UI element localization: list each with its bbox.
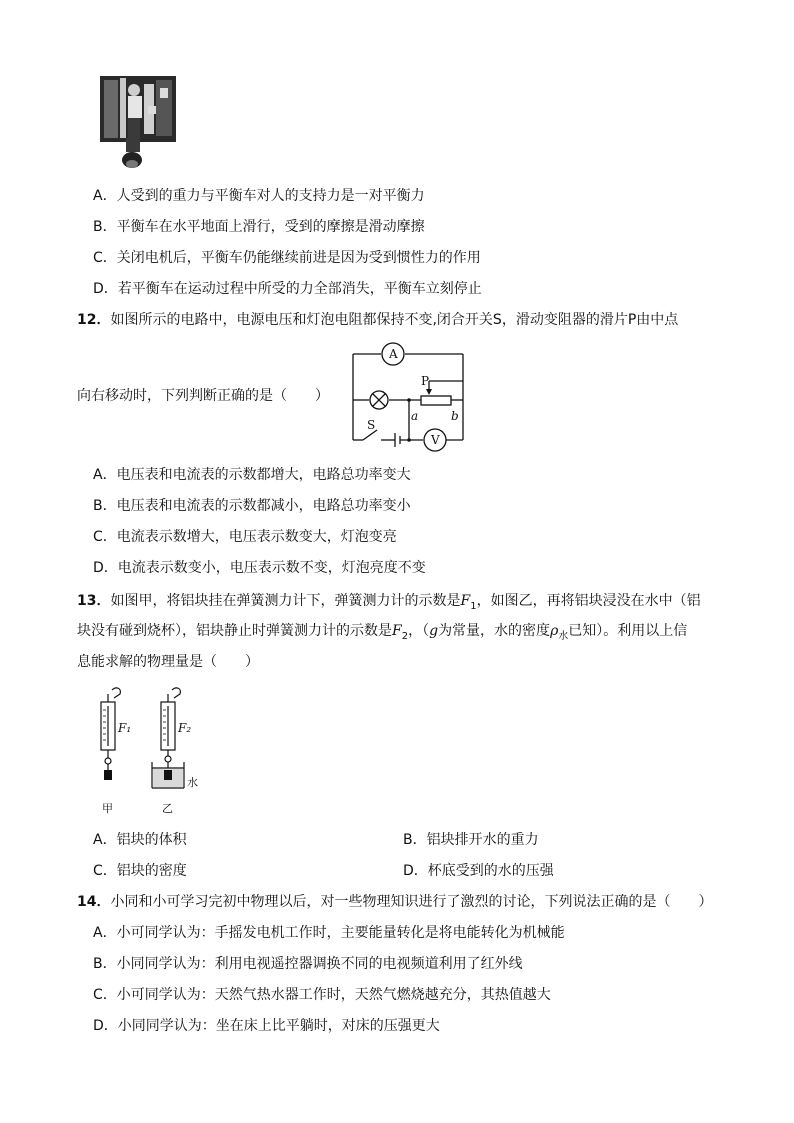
q13-f1-symbol: F — [460, 593, 471, 609]
q13-text-2d: 已知）。利用以上信 — [568, 623, 688, 639]
q13-text-1a: 如图甲，将铝块挂在弹簧测力计下，弹簧测力计的示数是 — [110, 593, 461, 609]
switch-label: S — [367, 418, 376, 432]
q13-rho-symbol: ρ — [550, 623, 559, 639]
q14-stem — [77, 892, 712, 912]
balance-car-photo — [100, 76, 176, 172]
end-b-label: b — [451, 409, 459, 423]
q13-option-d: D．杯底受到的水的压强 — [403, 863, 554, 879]
q14-option-b: B．小同同学认为：利用电视遥控器调换不同的电视频道利用了红外线 — [93, 956, 523, 972]
q14-option-c: C．小可同学认为：天然气热水器工作时，天然气燃烧越充分，其热值越大 — [93, 987, 551, 1003]
q11-option-c: C．关闭电机后，平衡车仍能继续前进是因为受到惯性力的作用 — [93, 250, 481, 266]
slider-p-label: P — [421, 374, 430, 388]
q13-option-b: B．铝块排开水的重力 — [403, 832, 539, 848]
q12-text-1: 如图所示的电路中，电源电压和灯泡电阻都保持不变,闭合开关S，滑动变阻器的滑片P由中点 — [110, 312, 679, 328]
q12-option-b: B．电压表和电流表的示数都减小，电路总功率变小 — [93, 498, 411, 514]
q13-number: 13． — [77, 593, 111, 609]
q13-f1-sub: 1 — [470, 600, 477, 612]
caption-jia: 甲 — [102, 802, 113, 815]
f1-label: F₁ — [118, 721, 132, 735]
q12-number: 12． — [77, 312, 111, 328]
q13-option-c: C．铝块的密度 — [93, 863, 187, 879]
caption-yi: 乙 — [162, 802, 173, 815]
q14-text: 小同和小可学习完初中物理以后，对一些物理知识进行了激烈的讨论，下列说法正确的是（ ） — [110, 894, 713, 910]
q12-option-a: A．电压表和电流表的示数都增大，电路总功率变大 — [93, 467, 411, 483]
q13-text-2c: 为常量，水的密度 — [438, 623, 551, 639]
q13-stem-line1 — [77, 591, 701, 617]
voltmeter-label: V — [431, 433, 440, 447]
q13-rho-sub: 水 — [558, 630, 569, 642]
q11-option-b: B．平衡车在水平地面上滑行，受到的摩擦是滑动摩擦 — [93, 219, 425, 235]
q13-g-symbol: g — [429, 623, 439, 639]
q12-stem-line1 — [77, 310, 678, 330]
q12-option-d: D．电流表示数变小，电压表示数不变，灯泡亮度不变 — [93, 560, 426, 576]
q14-option-a: A．小可同学认为：手摇发电机工作时，主要能量转化是将电能转化为机械能 — [93, 925, 565, 941]
q11-option-d: D．若平衡车在运动过程中所受的力全部消失，平衡车立刻停止 — [93, 281, 482, 297]
q13-text-2b: ，（ — [408, 623, 430, 639]
q14-option-d: D．小同同学认为：坐在床上比平躺时，对床的压强更大 — [93, 1018, 440, 1034]
q13-f2-symbol: F — [392, 623, 402, 639]
q12-stem-line2: 向右移动时，下列判断正确的是（ ） — [77, 388, 329, 404]
end-a-label: a — [411, 409, 419, 423]
q12-circuit-diagram — [345, 336, 475, 460]
q13-text-1b: ，如图乙，再将铝块浸没在水中（铝 — [476, 593, 701, 609]
q14-number: 14． — [77, 894, 111, 910]
f2-label: F₂ — [178, 721, 192, 735]
q13-text-2a: 块没有碰到烧杯），铝块静止时弹簧测力计的示数是 — [77, 623, 392, 639]
q13-f2-sub: 2 — [401, 630, 409, 642]
q13-option-a: A．铝块的体积 — [93, 832, 187, 848]
q13-stem-line3: 息能求解的物理量是（ ） — [77, 654, 259, 670]
q13-spring-scale-figure — [90, 684, 210, 818]
q11-option-a: A．人受到的重力与平衡车对人的支持力是一对平衡力 — [93, 188, 425, 204]
q12-option-c: C．电流表示数增大，电压表示数变大，灯泡变亮 — [93, 529, 397, 545]
q13-stem-line2 — [77, 621, 687, 647]
ammeter-label: A — [389, 347, 398, 361]
water-label: 水 — [187, 776, 198, 789]
